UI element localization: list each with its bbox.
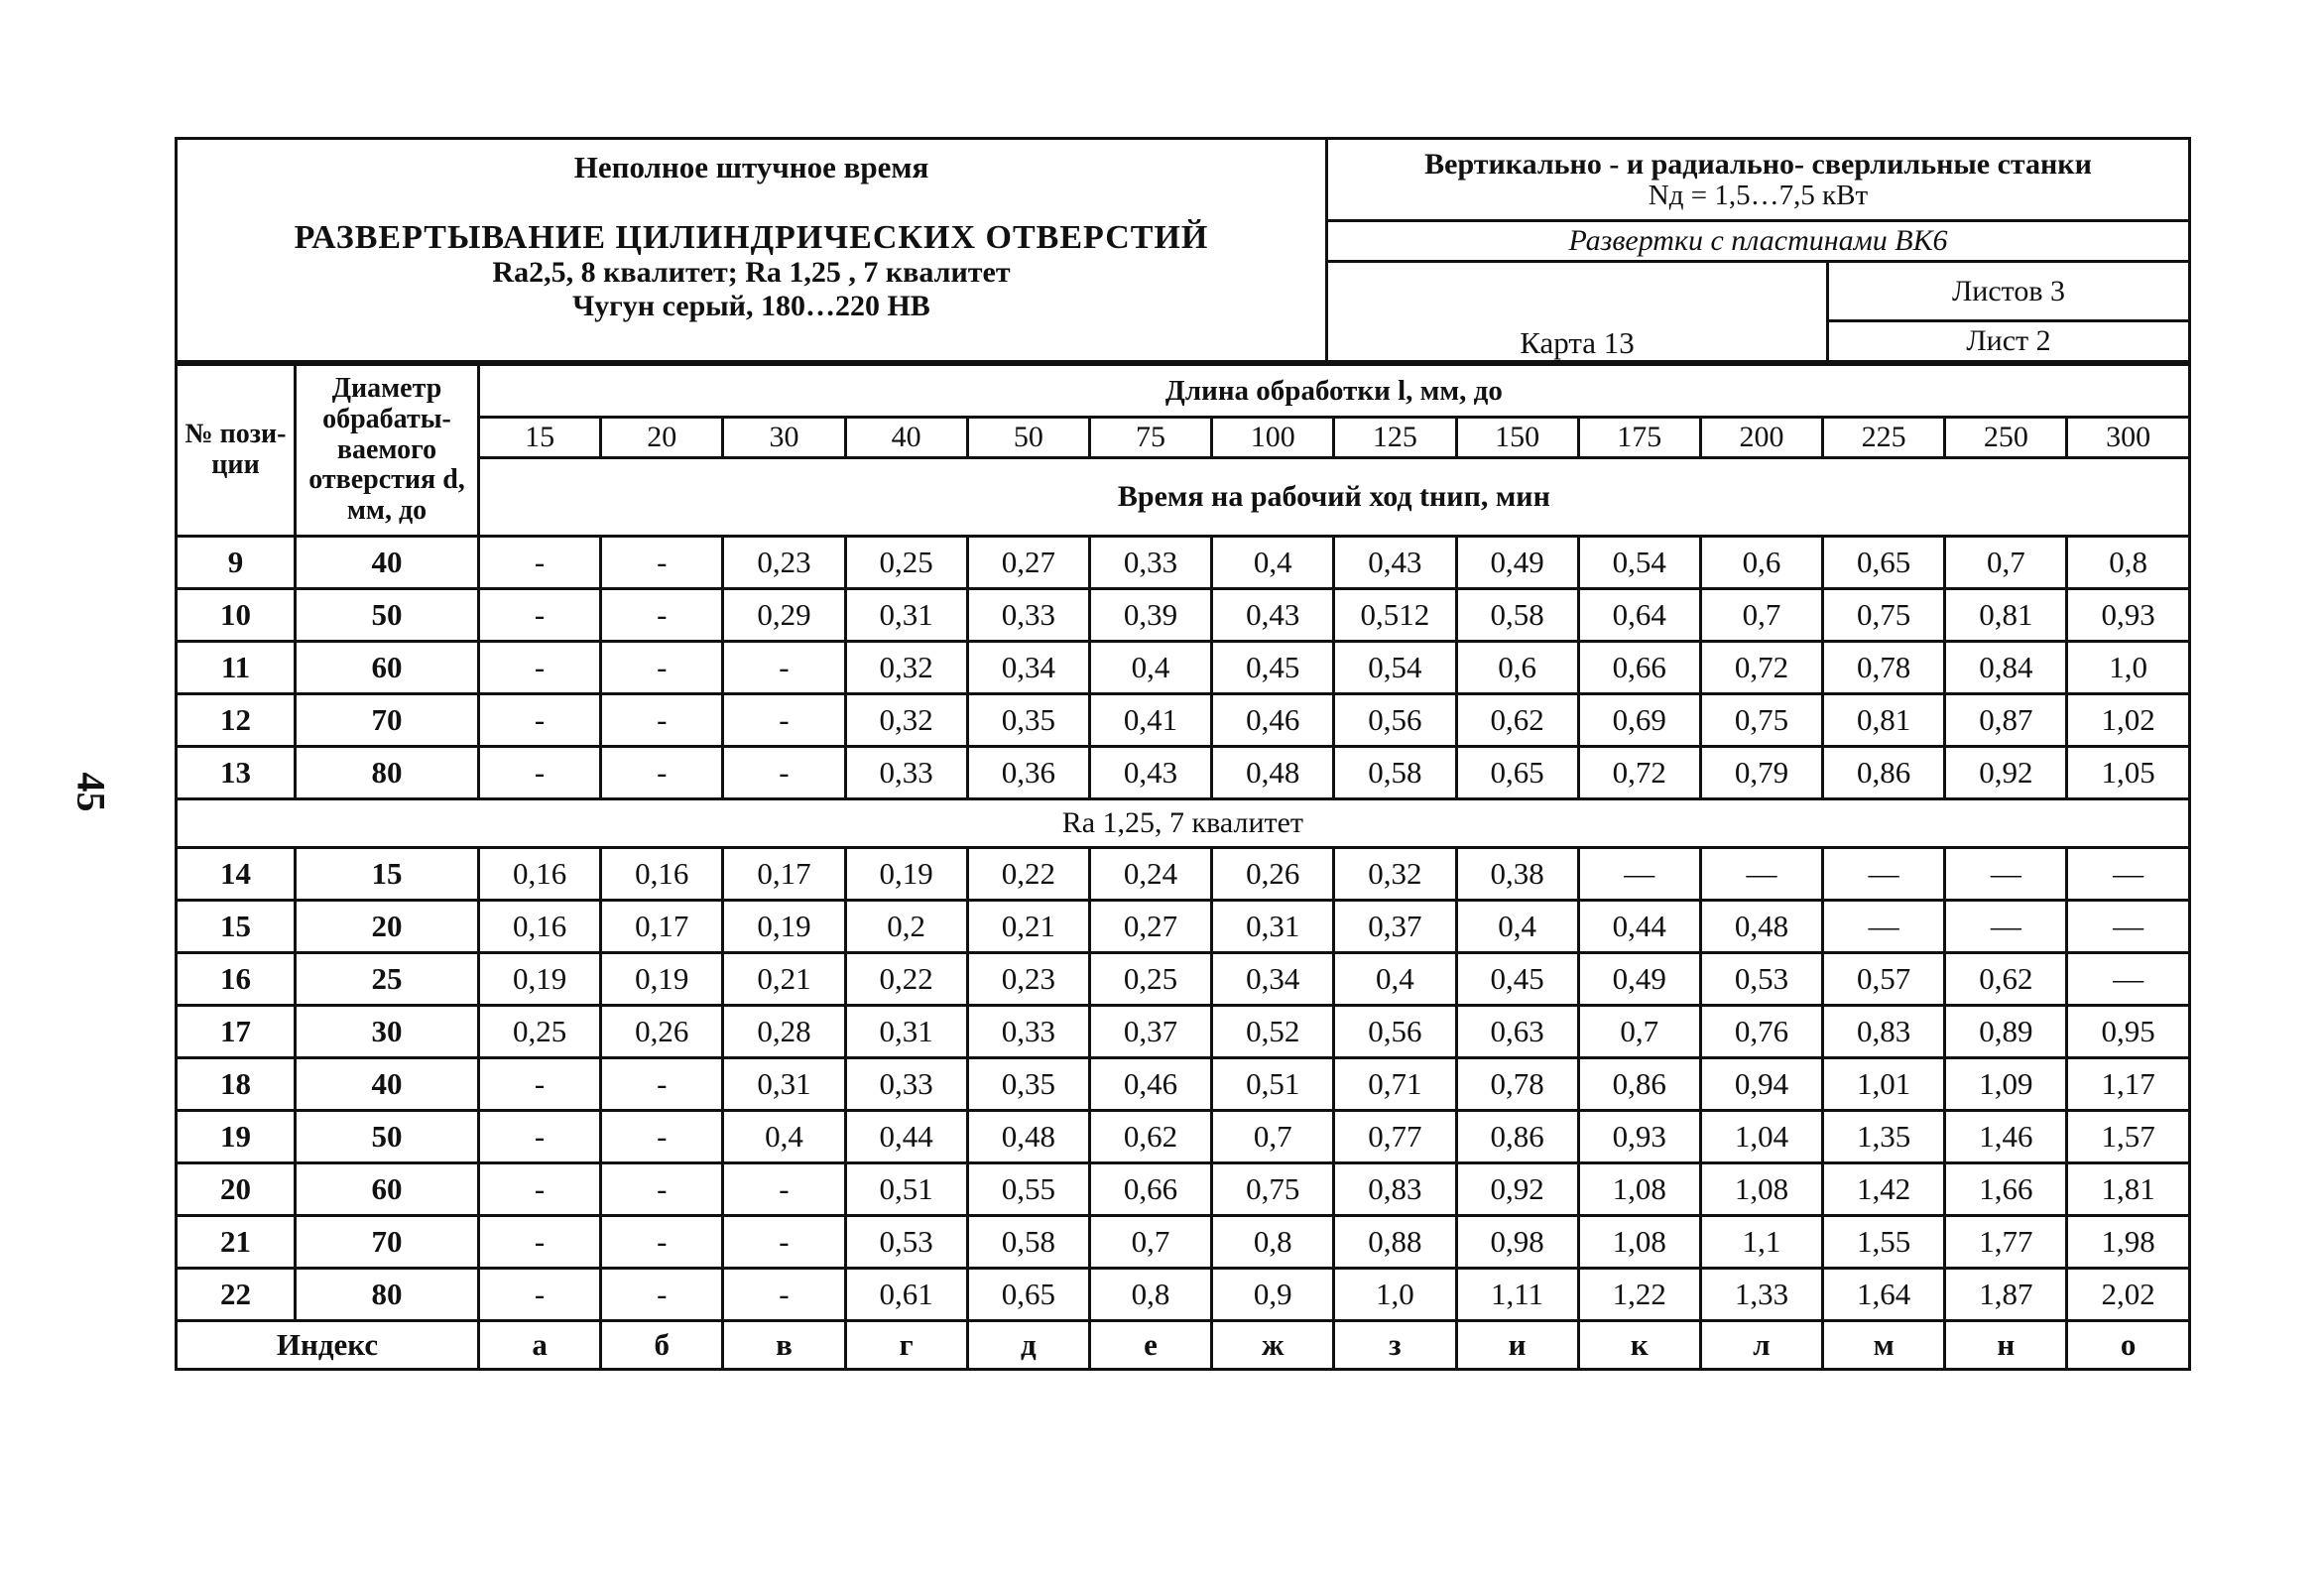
time-value: - bbox=[479, 694, 601, 747]
length-value: 75 bbox=[1089, 418, 1211, 458]
table-row bbox=[177, 1111, 2190, 1163]
time-value: 0,75 bbox=[1823, 589, 1945, 642]
length-value: 200 bbox=[1700, 418, 1822, 458]
time-value: 0,61 bbox=[845, 1269, 967, 1321]
time-value: 2,02 bbox=[2067, 1269, 2189, 1321]
time-value: 0,33 bbox=[967, 589, 1089, 642]
page-number: 45 bbox=[68, 772, 114, 812]
time-value: 0,58 bbox=[967, 1216, 1089, 1269]
norm-card bbox=[175, 137, 2188, 1371]
time-value: - bbox=[601, 537, 723, 589]
time-value: 0,9 bbox=[1212, 1269, 1334, 1321]
time-value: 0,35 bbox=[967, 694, 1089, 747]
time-value: 0,48 bbox=[1212, 747, 1334, 799]
time-value: — bbox=[1700, 848, 1822, 901]
time-value: 0,19 bbox=[601, 953, 723, 1006]
time-value: 0,41 bbox=[1089, 694, 1211, 747]
time-value: 0,55 bbox=[967, 1163, 1089, 1216]
time-value: - bbox=[723, 1269, 845, 1321]
time-value: 0,94 bbox=[1700, 1058, 1822, 1111]
time-value: 0,78 bbox=[1456, 1058, 1578, 1111]
time-value: — bbox=[2067, 901, 2189, 953]
time-header: Время на рабочий ход tнип, мин bbox=[479, 458, 2190, 537]
time-value: 0,31 bbox=[723, 1058, 845, 1111]
time-value: 1,87 bbox=[1945, 1269, 2067, 1321]
index-letter: г bbox=[845, 1321, 967, 1370]
time-value: 0,72 bbox=[1700, 642, 1822, 694]
time-value: - bbox=[479, 1269, 601, 1321]
time-value: 0,88 bbox=[1334, 1216, 1456, 1269]
time-value: 0,25 bbox=[1089, 953, 1211, 1006]
time-value: 0,78 bbox=[1823, 642, 1945, 694]
time-value: 0,7 bbox=[1700, 589, 1822, 642]
time-value: 0,16 bbox=[479, 848, 601, 901]
card-title-block bbox=[177, 139, 1327, 362]
time-value: 0,16 bbox=[601, 848, 723, 901]
index-letter: з bbox=[1334, 1321, 1456, 1370]
diameter-value: 15 bbox=[296, 848, 479, 901]
time-value: 0,17 bbox=[723, 848, 845, 901]
time-value: 0,25 bbox=[479, 1006, 601, 1058]
time-value: - bbox=[601, 1269, 723, 1321]
index-letter: о bbox=[2067, 1321, 2189, 1370]
time-value: 0,28 bbox=[723, 1006, 845, 1058]
time-value: 0,66 bbox=[1578, 642, 1700, 694]
time-value: 0,71 bbox=[1334, 1058, 1456, 1111]
tool-type: Развертки с пластинами ВК6 bbox=[1327, 221, 2190, 262]
time-value: 0,43 bbox=[1212, 589, 1334, 642]
time-value: 0,89 bbox=[1945, 1006, 2067, 1058]
time-value: 1,77 bbox=[1945, 1216, 2067, 1269]
time-value: 0,21 bbox=[723, 953, 845, 1006]
time-value: 0,65 bbox=[1456, 747, 1578, 799]
position-number: 16 bbox=[177, 953, 296, 1006]
diameter-value: 80 bbox=[296, 747, 479, 799]
table-row bbox=[177, 694, 2190, 747]
time-value: - bbox=[479, 1058, 601, 1111]
diameter-value: 30 bbox=[296, 1006, 479, 1058]
length-value: 100 bbox=[1212, 418, 1334, 458]
time-value: 0,7 bbox=[1578, 1006, 1700, 1058]
time-value: 0,6 bbox=[1456, 642, 1578, 694]
time-value: 0,84 bbox=[1945, 642, 2067, 694]
time-value: 0,23 bbox=[967, 953, 1089, 1006]
time-value: 1,09 bbox=[1945, 1058, 2067, 1111]
index-letter: л bbox=[1700, 1321, 1822, 1370]
time-value: 0,4 bbox=[1456, 901, 1578, 953]
time-value: 0,86 bbox=[1823, 747, 1945, 799]
time-value: 1,64 bbox=[1823, 1269, 1945, 1321]
length-value: 125 bbox=[1334, 418, 1456, 458]
time-value: - bbox=[601, 1216, 723, 1269]
time-value: 0,31 bbox=[845, 1006, 967, 1058]
position-number: 19 bbox=[177, 1111, 296, 1163]
time-value: 0,81 bbox=[1945, 589, 2067, 642]
time-value: 0,76 bbox=[1700, 1006, 1822, 1058]
table-row bbox=[177, 589, 2190, 642]
time-value: 0,27 bbox=[1089, 901, 1211, 953]
time-value: 1,35 bbox=[1823, 1111, 1945, 1163]
time-value: - bbox=[723, 642, 845, 694]
time-value: 0,48 bbox=[1700, 901, 1822, 953]
time-value: 0,7 bbox=[1945, 537, 2067, 589]
time-value: 1,81 bbox=[2067, 1163, 2189, 1216]
time-value: 0,44 bbox=[845, 1111, 967, 1163]
diameter-value: 60 bbox=[296, 1163, 479, 1216]
table-row bbox=[177, 1269, 2190, 1321]
time-value: - bbox=[723, 694, 845, 747]
time-value: 0,26 bbox=[1212, 848, 1334, 901]
machine-cell bbox=[1327, 139, 2190, 221]
index-letter: а bbox=[479, 1321, 601, 1370]
machine-power: Nд = 1,5…7,5 кВт bbox=[1648, 179, 1869, 211]
length-value: 300 bbox=[2067, 418, 2189, 458]
time-value: - bbox=[479, 1216, 601, 1269]
position-number: 14 bbox=[177, 848, 296, 901]
time-value: - bbox=[479, 1163, 601, 1216]
time-value: - bbox=[723, 1163, 845, 1216]
table-row bbox=[177, 537, 2190, 589]
time-value: 0,87 bbox=[1945, 694, 2067, 747]
position-number: 17 bbox=[177, 1006, 296, 1058]
time-value: 0,44 bbox=[1578, 901, 1700, 953]
time-value: 1,08 bbox=[1700, 1163, 1822, 1216]
time-value: - bbox=[601, 1111, 723, 1163]
time-value: 0,66 bbox=[1089, 1163, 1211, 1216]
length-value: 15 bbox=[479, 418, 601, 458]
diameter-value: 40 bbox=[296, 1058, 479, 1111]
table-row bbox=[177, 953, 2190, 1006]
machine-type: Вертикально - и радиально- сверлильные станки bbox=[1424, 148, 2092, 182]
length-value: 30 bbox=[723, 418, 845, 458]
index-letter: м bbox=[1823, 1321, 1945, 1370]
time-value: - bbox=[723, 1216, 845, 1269]
time-value: 0,38 bbox=[1456, 848, 1578, 901]
time-value: 0,34 bbox=[1212, 953, 1334, 1006]
time-value: - bbox=[479, 1111, 601, 1163]
time-value: 0,4 bbox=[1334, 953, 1456, 1006]
section-label: Ra 1,25, 7 квалитет bbox=[177, 799, 2190, 848]
time-value: 0,22 bbox=[967, 848, 1089, 901]
time-value: — bbox=[1945, 901, 2067, 953]
time-value: 1,42 bbox=[1823, 1163, 1945, 1216]
time-value: 0,33 bbox=[845, 747, 967, 799]
position-number: 15 bbox=[177, 901, 296, 953]
time-value: 0,54 bbox=[1334, 642, 1456, 694]
time-value: - bbox=[479, 589, 601, 642]
time-value: - bbox=[601, 1163, 723, 1216]
time-value: 0,26 bbox=[601, 1006, 723, 1058]
time-value: 1,55 bbox=[1823, 1216, 1945, 1269]
time-value: 0,19 bbox=[723, 901, 845, 953]
time-value: 0,92 bbox=[1456, 1163, 1578, 1216]
time-value: 1,11 bbox=[1456, 1269, 1578, 1321]
time-value: - bbox=[601, 589, 723, 642]
time-value: 0,8 bbox=[2067, 537, 2189, 589]
title-material: Чугун серый, 180…220 НВ bbox=[572, 289, 930, 322]
time-value: 0,4 bbox=[1089, 642, 1211, 694]
time-norm-table bbox=[175, 363, 2191, 1371]
index-letter: е bbox=[1089, 1321, 1211, 1370]
time-value: 0,51 bbox=[1212, 1058, 1334, 1111]
time-value: 0,93 bbox=[1578, 1111, 1700, 1163]
time-value: 0,32 bbox=[1334, 848, 1456, 901]
diameter-value: 20 bbox=[296, 901, 479, 953]
time-value: 0,8 bbox=[1089, 1269, 1211, 1321]
time-value: 0,46 bbox=[1089, 1058, 1211, 1111]
time-value: 0,53 bbox=[1700, 953, 1822, 1006]
time-value: 1,01 bbox=[1823, 1058, 1945, 1111]
time-value: — bbox=[2067, 848, 2189, 901]
time-value: - bbox=[723, 747, 845, 799]
time-value: 0,35 bbox=[967, 1058, 1089, 1111]
time-value: 0,75 bbox=[1700, 694, 1822, 747]
sheets-total: Листов 3 bbox=[1828, 262, 2190, 321]
time-value: - bbox=[479, 747, 601, 799]
time-value: — bbox=[2067, 953, 2189, 1006]
time-value: 0,21 bbox=[967, 901, 1089, 953]
time-value: — bbox=[1578, 848, 1700, 901]
time-value: 1,05 bbox=[2067, 747, 2189, 799]
time-value: 0,72 bbox=[1578, 747, 1700, 799]
length-value: 40 bbox=[845, 418, 967, 458]
time-value: 0,29 bbox=[723, 589, 845, 642]
time-value: 0,79 bbox=[1700, 747, 1822, 799]
time-value: 0,58 bbox=[1334, 747, 1456, 799]
time-value: 0,93 bbox=[2067, 589, 2189, 642]
diameter-value: 50 bbox=[296, 1111, 479, 1163]
diameter-value: 70 bbox=[296, 1216, 479, 1269]
time-value: 0,49 bbox=[1456, 537, 1578, 589]
index-letter: к bbox=[1578, 1321, 1700, 1370]
time-value: 0,52 bbox=[1212, 1006, 1334, 1058]
position-header: № пози- ции bbox=[177, 365, 296, 537]
time-value: 1,17 bbox=[2067, 1058, 2189, 1111]
time-value: - bbox=[601, 642, 723, 694]
table-row bbox=[177, 901, 2190, 953]
time-value: 0,86 bbox=[1578, 1058, 1700, 1111]
diameter-value: 25 bbox=[296, 953, 479, 1006]
time-value: 0,19 bbox=[845, 848, 967, 901]
index-letter: ж bbox=[1212, 1321, 1334, 1370]
time-value: 0,512 bbox=[1334, 589, 1456, 642]
position-number: 12 bbox=[177, 694, 296, 747]
time-value: 0,83 bbox=[1334, 1163, 1456, 1216]
table-row bbox=[177, 642, 2190, 694]
time-value: 1,1 bbox=[1700, 1216, 1822, 1269]
length-value: 150 bbox=[1456, 418, 1578, 458]
table-row bbox=[177, 747, 2190, 799]
time-value: 0,39 bbox=[1089, 589, 1211, 642]
position-number: 10 bbox=[177, 589, 296, 642]
diameter-value: 60 bbox=[296, 642, 479, 694]
time-value: 0,36 bbox=[967, 747, 1089, 799]
time-value: 0,62 bbox=[1089, 1111, 1211, 1163]
diameter-header: Диаметр обрабаты- ваемого отверстия d, мм, до bbox=[296, 365, 479, 537]
time-value: 1,04 bbox=[1700, 1111, 1822, 1163]
time-value: 0,58 bbox=[1456, 589, 1578, 642]
time-value: 0,45 bbox=[1456, 953, 1578, 1006]
time-value: 0,43 bbox=[1089, 747, 1211, 799]
time-value: 1,08 bbox=[1578, 1163, 1700, 1216]
time-value: 0,31 bbox=[845, 589, 967, 642]
time-value: — bbox=[1823, 848, 1945, 901]
title-quality: Ra2,5, 8 квалитет; Ra 1,25 , 7 квалитет bbox=[492, 256, 1011, 290]
time-value: 0,32 bbox=[845, 642, 967, 694]
index-letter: н bbox=[1945, 1321, 2067, 1370]
time-value: 1,0 bbox=[1334, 1269, 1456, 1321]
time-value: 0,33 bbox=[845, 1058, 967, 1111]
index-letter: в bbox=[723, 1321, 845, 1370]
table-row bbox=[177, 1006, 2190, 1058]
time-value: 0,17 bbox=[601, 901, 723, 953]
diameter-value: 40 bbox=[296, 537, 479, 589]
card-number: Карта 13 bbox=[1327, 262, 1828, 362]
time-value: — bbox=[1945, 848, 2067, 901]
diameter-value: 70 bbox=[296, 694, 479, 747]
time-value: 0,19 bbox=[479, 953, 601, 1006]
time-value: 0,7 bbox=[1089, 1216, 1211, 1269]
time-value: — bbox=[1823, 901, 1945, 953]
time-value: 0,37 bbox=[1089, 1006, 1211, 1058]
time-value: 1,33 bbox=[1700, 1269, 1822, 1321]
time-value: 0,2 bbox=[845, 901, 967, 953]
time-value: 0,31 bbox=[1212, 901, 1334, 953]
time-value: 0,65 bbox=[1823, 537, 1945, 589]
time-value: 1,0 bbox=[2067, 642, 2189, 694]
time-value: 0,77 bbox=[1334, 1111, 1456, 1163]
time-value: 0,49 bbox=[1578, 953, 1700, 1006]
table-row bbox=[177, 1163, 2190, 1216]
position-number: 21 bbox=[177, 1216, 296, 1269]
length-value: 20 bbox=[601, 418, 723, 458]
time-value: 0,81 bbox=[1823, 694, 1945, 747]
time-value: 0,16 bbox=[479, 901, 601, 953]
time-value: 0,48 bbox=[967, 1111, 1089, 1163]
index-letter: и bbox=[1456, 1321, 1578, 1370]
length-header: Длина обработки l, мм, до bbox=[479, 365, 2190, 418]
time-value: 0,22 bbox=[845, 953, 967, 1006]
time-value: 0,98 bbox=[1456, 1216, 1578, 1269]
title-operation: РАЗВЕРТЫВАНИЕ ЦИЛИНДРИЧЕСКИХ ОТВЕРСТИЙ bbox=[294, 218, 1209, 256]
index-letter: б bbox=[601, 1321, 723, 1370]
time-value: - bbox=[601, 747, 723, 799]
time-value: 1,22 bbox=[1578, 1269, 1700, 1321]
position-number: 13 bbox=[177, 747, 296, 799]
time-value: 0,56 bbox=[1334, 694, 1456, 747]
time-value: 0,54 bbox=[1578, 537, 1700, 589]
time-value: 1,57 bbox=[2067, 1111, 2189, 1163]
time-value: 0,32 bbox=[845, 694, 967, 747]
time-value: 0,64 bbox=[1578, 589, 1700, 642]
time-value: 0,25 bbox=[845, 537, 967, 589]
time-value: 0,43 bbox=[1334, 537, 1456, 589]
time-value: 1,46 bbox=[1945, 1111, 2067, 1163]
time-value: 0,37 bbox=[1334, 901, 1456, 953]
time-value: 0,63 bbox=[1456, 1006, 1578, 1058]
title-operation-time: Неполное штучное время bbox=[573, 150, 929, 184]
position-number: 20 bbox=[177, 1163, 296, 1216]
length-value: 225 bbox=[1823, 418, 1945, 458]
table-row bbox=[177, 1216, 2190, 1269]
time-value: 0,24 bbox=[1089, 848, 1211, 901]
index-label: Индекс bbox=[177, 1321, 479, 1370]
time-value: 0,69 bbox=[1578, 694, 1700, 747]
time-value: 0,53 bbox=[845, 1216, 967, 1269]
time-value: 0,34 bbox=[967, 642, 1089, 694]
time-value: 0,23 bbox=[723, 537, 845, 589]
time-value: - bbox=[601, 1058, 723, 1111]
time-value: 1,08 bbox=[1578, 1216, 1700, 1269]
time-value: 0,8 bbox=[1212, 1216, 1334, 1269]
time-value: 0,56 bbox=[1334, 1006, 1456, 1058]
table-row bbox=[177, 1058, 2190, 1111]
position-number: 9 bbox=[177, 537, 296, 589]
length-value: 50 bbox=[967, 418, 1089, 458]
time-value: - bbox=[479, 537, 601, 589]
index-letter: д bbox=[967, 1321, 1089, 1370]
time-value: 1,98 bbox=[2067, 1216, 2189, 1269]
time-value: 0,45 bbox=[1212, 642, 1334, 694]
time-value: 0,62 bbox=[1456, 694, 1578, 747]
time-value: 0,51 bbox=[845, 1163, 967, 1216]
time-value: 0,4 bbox=[1212, 537, 1334, 589]
time-value: 1,02 bbox=[2067, 694, 2189, 747]
card-header bbox=[175, 137, 2191, 363]
length-value: 175 bbox=[1578, 418, 1700, 458]
time-value: 0,33 bbox=[1089, 537, 1211, 589]
time-value: 0,86 bbox=[1456, 1111, 1578, 1163]
time-value: - bbox=[479, 642, 601, 694]
diameter-value: 50 bbox=[296, 589, 479, 642]
time-value: 0,65 bbox=[967, 1269, 1089, 1321]
time-value: 0,7 bbox=[1212, 1111, 1334, 1163]
position-number: 18 bbox=[177, 1058, 296, 1111]
position-number: 11 bbox=[177, 642, 296, 694]
length-value: 250 bbox=[1945, 418, 2067, 458]
sheet-number: Лист 2 bbox=[1828, 321, 2190, 362]
time-value: 0,4 bbox=[723, 1111, 845, 1163]
time-value: 0,95 bbox=[2067, 1006, 2189, 1058]
time-value: 0,6 bbox=[1700, 537, 1822, 589]
time-value: 0,62 bbox=[1945, 953, 2067, 1006]
time-value: 0,46 bbox=[1212, 694, 1334, 747]
time-value: 0,92 bbox=[1945, 747, 2067, 799]
time-value: 0,83 bbox=[1823, 1006, 1945, 1058]
time-value: 0,27 bbox=[967, 537, 1089, 589]
time-value: 0,75 bbox=[1212, 1163, 1334, 1216]
time-value: 0,57 bbox=[1823, 953, 1945, 1006]
time-value: 0,33 bbox=[967, 1006, 1089, 1058]
time-value: - bbox=[601, 694, 723, 747]
diameter-value: 80 bbox=[296, 1269, 479, 1321]
time-value: 1,66 bbox=[1945, 1163, 2067, 1216]
position-number: 22 bbox=[177, 1269, 296, 1321]
table-row bbox=[177, 848, 2190, 901]
